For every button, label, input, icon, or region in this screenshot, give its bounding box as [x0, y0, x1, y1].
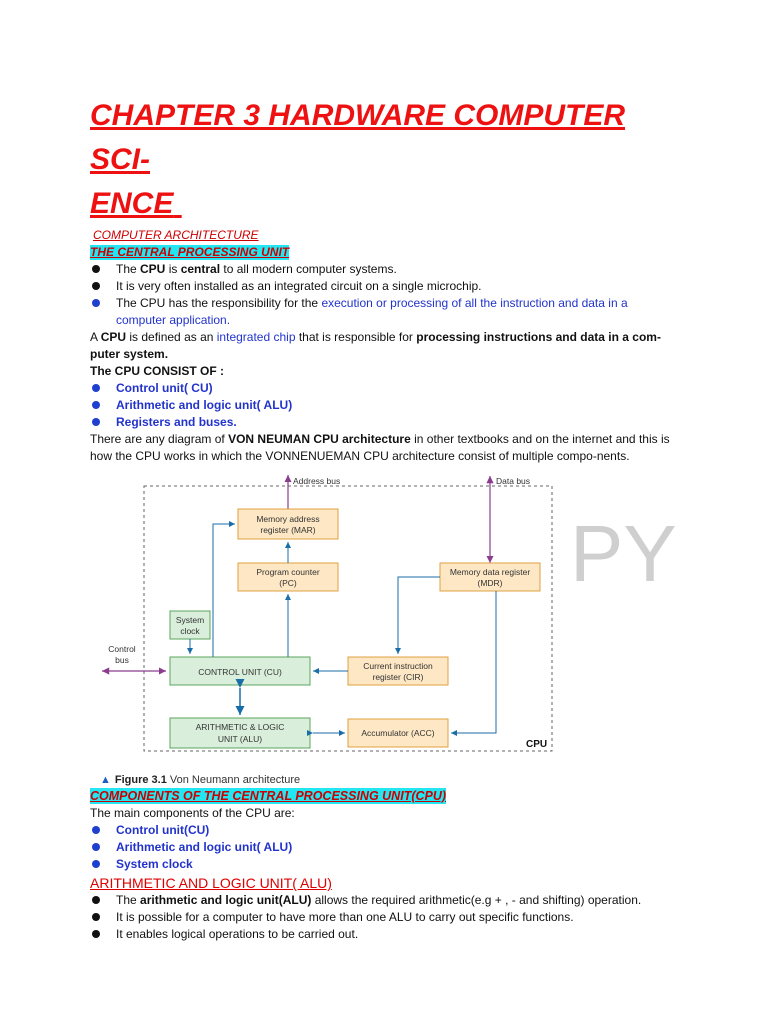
cir-label-2: register (CIR)	[372, 672, 424, 682]
list-item: It is very often installed as an integrated circuit on a single microchip.	[90, 278, 680, 295]
chapter-title	[90, 94, 680, 226]
section-heading-alu: ARITHMETIC AND LOGIC UNIT( ALU)	[90, 875, 332, 891]
list-item: Arithmetic and logic unit( ALU)	[90, 397, 680, 414]
alu-label-1: ARITHMETIC & LOGIC	[195, 722, 285, 732]
bullet-icon	[92, 860, 100, 868]
document-page	[90, 94, 680, 943]
components-list	[90, 822, 680, 873]
clock-label-2: clock	[180, 626, 200, 636]
list-item: The arithmetic and logic unit(ALU) allows the required arithmetic(e.g + , - and shifting) operation.	[90, 892, 680, 909]
bullet-icon	[92, 896, 100, 904]
list-item: Control unit( CU)	[90, 380, 680, 397]
list-item: Control unit(CU)	[90, 822, 680, 839]
figure-caption: ▲ Figure 3.1 Von Neumann architecture	[100, 774, 301, 786]
bullet-icon	[92, 418, 100, 426]
cir-label-1: Current instruction	[363, 661, 433, 671]
bullet-icon	[92, 282, 100, 290]
list-item: The CPU is central to all modern computer systems.	[90, 261, 680, 278]
mdr-label-1: Memory data register	[449, 567, 531, 577]
diagram-svg	[98, 471, 677, 771]
mdr-label-2: (MDR)	[477, 578, 503, 588]
list-item: The CPU has the responsibility for the execution or processing of all the instruction and data in a computer application.	[90, 295, 680, 329]
intro-bullet-list	[90, 261, 680, 329]
bullet-icon	[92, 826, 100, 834]
alu-label-2: UNIT (ALU)	[217, 734, 263, 744]
list-item: System clock	[90, 856, 680, 873]
mdr-to-cir-arrow	[398, 577, 440, 654]
clock-label-1: System	[175, 615, 205, 625]
control-bus-label-1: Control	[108, 644, 136, 654]
pc-label-1: Program counter	[256, 567, 320, 577]
cpu-definition-paragraph: A CPU is defined as an integrated chip that is responsible for processing instructions and data in a com-puter system.	[90, 330, 661, 361]
control-bus-label-2: bus	[115, 655, 129, 665]
pc-label-2: (PC)	[279, 578, 297, 588]
address-bus-label: Address bus	[293, 476, 341, 486]
list-item: It is possible for a computer to have more than one ALU to carry out specific functions.	[90, 909, 680, 926]
cpu-label: CPU	[526, 739, 548, 750]
bullet-icon	[92, 843, 100, 851]
bullet-icon	[92, 299, 100, 307]
bullet-icon	[92, 930, 100, 938]
section-heading-components: COMPONENTS OF THE CENTRAL PROCESSING UNIT(CPU)	[90, 789, 447, 803]
cu-to-mar-arrow	[213, 524, 235, 657]
von-neuman-paragraph: There are any diagram of VON NEUMAN CPU architecture in other textbooks and on the internet and this is how the CPU works in which the VONNENUEMAN CPU architecture consist of multiple compo-nents.	[90, 432, 670, 463]
von-neumann-diagram	[98, 471, 677, 771]
triangle-icon: ▲	[100, 774, 111, 786]
consist-list	[90, 380, 680, 431]
mar-label-2: register (MAR)	[260, 525, 316, 535]
components-intro: The main components of the CPU are:	[90, 806, 295, 820]
cu-label: CONTROL UNIT (CU)	[198, 667, 282, 677]
bullet-icon	[92, 913, 100, 921]
bullet-icon	[92, 401, 100, 409]
subtitle-computer-architecture: COMPUTER ARCHITECTURE	[93, 228, 259, 242]
list-item: Registers and buses.	[90, 414, 680, 431]
acc-label: Accumulator (ACC)	[361, 728, 435, 738]
bullet-icon	[92, 384, 100, 392]
watermark-text: PY	[570, 509, 677, 598]
section-heading-cpu: THE CENTRAL PROCESSING UNIT	[90, 245, 290, 259]
bullet-icon	[92, 265, 100, 273]
data-bus-label: Data bus	[496, 476, 531, 486]
list-item: It enables logical operations to be carried out.	[90, 926, 680, 943]
chapter-title-line1: CHAPTER 3 HARDWARE COMPUTER SCI-	[90, 99, 626, 176]
mar-label-1: Memory address	[256, 514, 320, 524]
consist-heading: The CPU CONSIST OF :	[90, 364, 225, 378]
mdr-to-acc-arrow	[451, 591, 496, 733]
chapter-title-line2: ENCE	[90, 187, 174, 220]
alu-bullet-list	[90, 892, 680, 943]
list-item: Arithmetic and logic unit( ALU)	[90, 839, 680, 856]
